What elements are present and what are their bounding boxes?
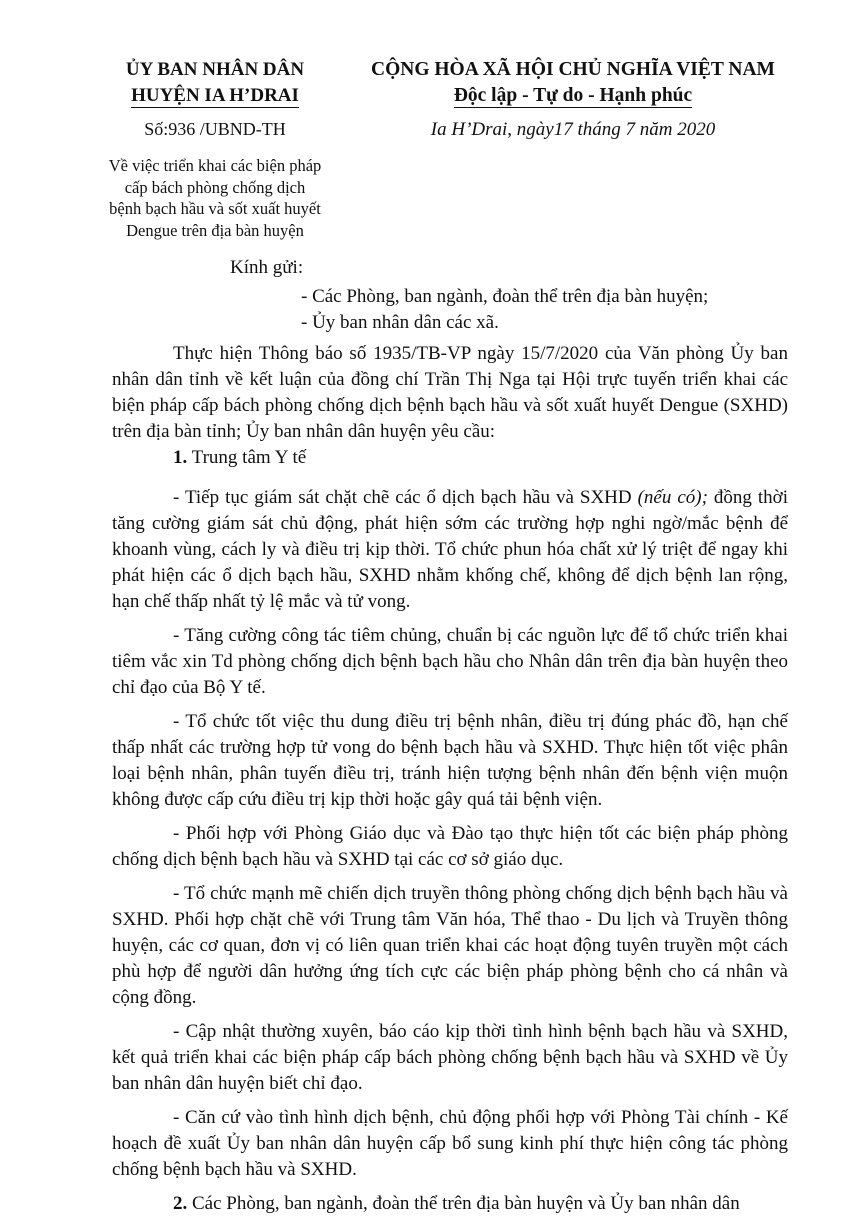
paragraph-1-rest: đồng thời tăng cường giám sát chủ động, phát hiện sớm các trường hợp nghi ngờ/mắc bệnh để khoanh vùng, cách ly và điều trị kịp thời. Tổ chức phun hóa chất xử lý triệt để ngay khi phát hiện các ổ dịch bạch hầu, SXHD nhằm khống chế, không để dịch bệnh lan rộng, hạn chế thấp nhất tỷ lệ mắc và tử vong. [112,487,788,612]
document-number: Số:936 /UBND-TH [144,119,286,139]
nation-name: CỘNG HÒA XÃ HỘI CHỦ NGHĨA VIỆT NAM [371,59,775,80]
motto: Độc lập - Tự do - Hạnh phúc [453,85,693,106]
subject-line-3: bệnh bạch hầu và sốt xuất huyết [109,199,321,218]
section-1-number: 1. [173,447,188,468]
section-2-number: 2. [173,1193,188,1214]
agency-line-2: HUYỆN IA H’DRAI [131,85,299,106]
paragraph-3: - Tổ chức tốt việc thu dung điều trị bệnh nhân, điều trị đúng phác đồ, hạn chế thấp nhất các trường hợp tử vong do bệnh bạch hầu và SXHD. Thực hiện tốt việc phân loại bệnh nhân, phân tuyến điều trị, tránh hiện tượng bệnh nhân đến bệnh viện muộn không được cấp cứu điều trị kịp thời hoặc gây quá tải bệnh viện. [112,711,788,810]
paragraph-5: - Tổ chức mạnh mẽ chiến dịch truyền thông phòng chống dịch bệnh bạch hầu và SXHD. Phối hợp chặt chẽ với Trung tâm Văn hóa, Thể thao - Du lịch và Truyền thông huyện, các cơ quan, đơn vị có liên quan triển khai các hoạt động tuyên truyền một cách phù hợp để người dân hưởng ứng tích cực các biện pháp phòng bệnh cho cá nhân và cộng đồng. [112,883,788,1008]
place-date: Ia H’Drai, ngày17 tháng 7 năm 2020 [430,119,716,140]
document-body [112,341,788,1225]
section-1-title: Trung tâm Y tế [187,447,307,468]
section-1-heading [112,445,788,471]
recipient-item-2: - Ủy ban nhân dân các xã. [301,312,499,333]
agency-line-1: ỦY BAN NHÂN DÂN [125,59,305,80]
recipient-item-1: - Các Phòng, ban ngành, đoàn thể trên địa bàn huyện; [301,286,709,307]
paragraph-7: - Căn cứ vào tình hình dịch bệnh, chủ động phối hợp với Phòng Tài chính - Kế hoạch đề xuất Ủy ban nhân dân huyện cấp bổ sung kinh phí thực hiện công tác phòng chống bệnh bạch hầu và SXHD. [112,1107,788,1180]
paragraph-1-note: (nếu có); [637,487,708,508]
subject-line-4: Dengue trên địa bàn huyện [126,220,304,240]
subject-line-2: cấp bách phòng chống dịch [124,177,306,197]
national-motto [348,57,798,109]
subject-line-1: Về việc triển khai các biện pháp [108,156,322,175]
document-subject [95,155,335,241]
paragraph-1 [112,485,788,615]
paragraph-6: - Cập nhật thường xuyên, báo cáo kịp thời tình hình bệnh bạch hầu và SXHD, kết quả triển khai các biện pháp cấp bách phòng chống bệnh bạch hầu và SXHD về Ủy ban nhân dân huyện biết chỉ đạo. [112,1021,788,1094]
paragraph-2: - Tăng cường công tác tiêm chủng, chuẩn bị các nguồn lực để tổ chức triển khai tiêm vắc xin Td phòng chống dịch bệnh bạch hầu cho Nhân dân trên địa bàn huyện theo chỉ đạo của Bộ Y tế. [112,625,788,698]
section-2-text: Các Phòng, ban ngành, đoàn thể trên địa bàn huyện và Ủy ban nhân dân [187,1193,740,1214]
section-2-heading [112,1191,788,1217]
paragraph-4: - Phối hợp với Phòng Giáo dục và Đào tạo thực hiện tốt các biện pháp phòng chống dịch bệnh bạch hầu và SXHD tại các cơ sở giáo dục. [112,823,788,870]
issuing-agency [95,57,335,109]
paragraph-1-start: - Tiếp tục giám sát chặt chẽ các ổ dịch bạch hầu và SXHD [173,487,638,508]
greeting: Kính gửi: [230,257,304,278]
intro-paragraph: Thực hiện Thông báo số 1935/TB-VP ngày 15/7/2020 của Văn phòng Ủy ban nhân dân tỉnh về kết luận của đồng chí Trần Thị Nga tại Hội trực tuyến triển khai các biện pháp cấp bách phòng chống dịch bệnh bạch hầu và sốt xuất huyết Dengue (SXHD) trên địa bàn tỉnh; Ủy ban nhân dân huyện yêu cầu: [112,343,788,442]
